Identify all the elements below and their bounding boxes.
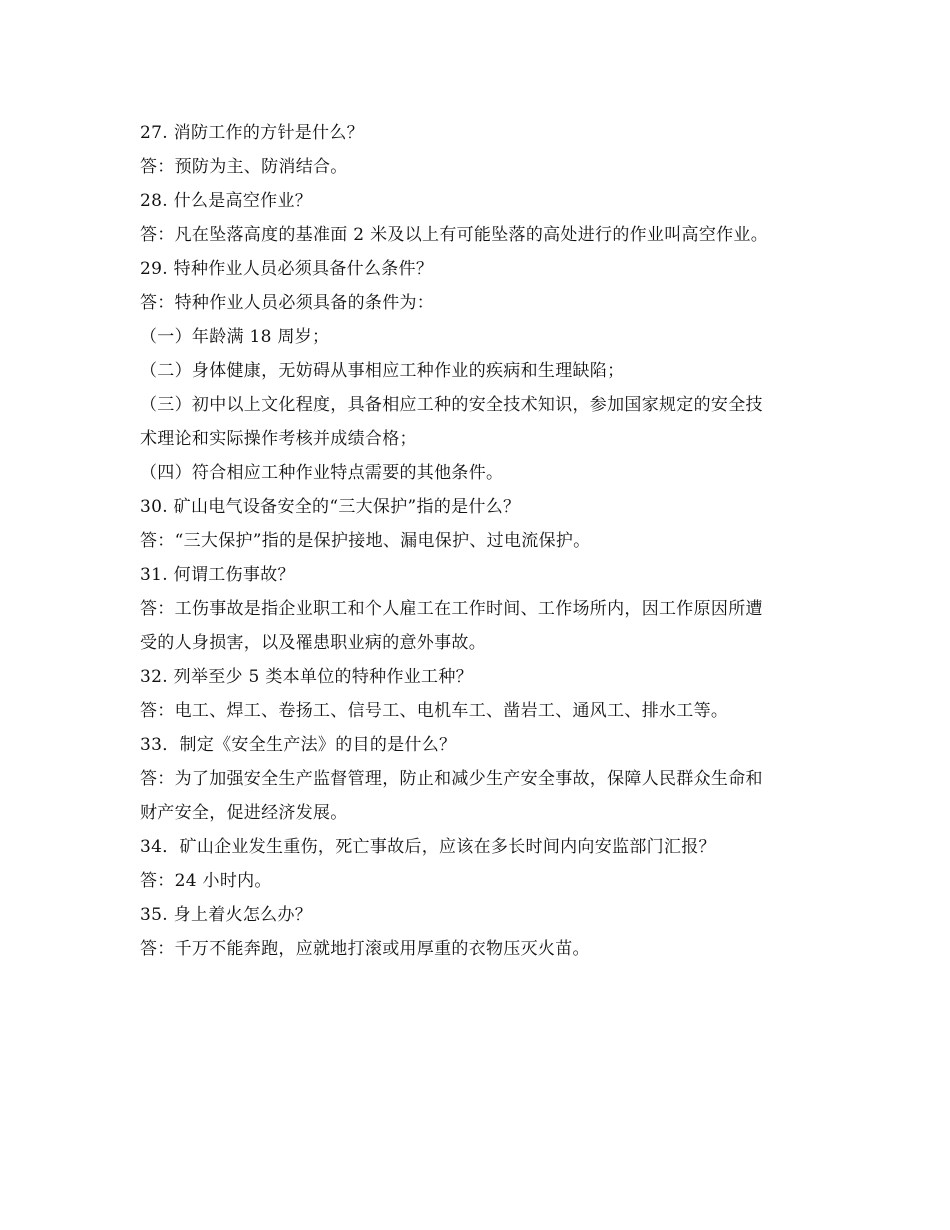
- answer-31-line-1: 答：工伤事故是指企业职工和个人雇工在工作时间、工作场所内，因工作原因所遭: [140, 599, 763, 619]
- question-28: 28. 什么是高空作业？: [140, 191, 313, 211]
- question-32: 32. 列举至少 5 类本单位的特种作业工种？: [140, 667, 473, 687]
- answer-33-line-2: 财产安全，促进经济发展。: [140, 803, 348, 823]
- question-29: 29. 特种作业人员必须具备什么条件？: [140, 259, 434, 279]
- answer-29-item-3-line-2: 术理论和实际操作考核并成绩合格；: [140, 429, 417, 449]
- question-35: 35. 身上着火怎么办？: [140, 905, 313, 925]
- document-body: [140, 116, 820, 966]
- answer-32: 答：电工、焊工、卷扬工、信号工、电机车工、凿岩工、通风工、排水工等。: [140, 701, 729, 721]
- question-31: 31. 何谓工伤事故？: [140, 565, 295, 585]
- answer-31-line-2: 受的人身损害，以及罹患职业病的意外事故。: [140, 633, 486, 653]
- question-27: 27. 消防工作的方针是什么？: [140, 123, 364, 143]
- answer-29-item-4: （四）符合相应工种作业特点需要的其他条件。: [140, 463, 504, 483]
- answer-34: 答：24 小时内。: [140, 871, 272, 891]
- answer-28: 答：凡在坠落高度的基准面 2 米及以上有可能坠落的高处进行的作业叫高空作业。: [140, 225, 769, 245]
- question-34: 34．矿山企业发生重伤，死亡事故后，应该在多长时间内向安监部门汇报？: [140, 837, 716, 857]
- answer-30: 答：“三大保护”指的是保护接地、漏电保护、过电流保护。: [140, 531, 591, 551]
- answer-35: 答：千万不能奔跑，应就地打滚或用厚重的衣物压灭火苗。: [140, 939, 590, 959]
- answer-29-item-2: （二）身体健康，无妨碍从事相应工种作业的疾病和生理缺陷；: [140, 361, 625, 381]
- answer-29-intro: 答：特种作业人员必须具备的条件为：: [140, 293, 435, 313]
- answer-29-item-1: （一）年龄满 18 周岁；: [140, 327, 330, 347]
- answer-33-line-1: 答：为了加强安全生产监督管理，防止和减少生产安全事故，保障人民群众生命和: [140, 769, 763, 789]
- answer-29-item-3-line-1: （三）初中以上文化程度，具备相应工种的安全技术知识，参加国家规定的安全技: [140, 395, 763, 415]
- answer-27: 答：预防为主、防消结合。: [140, 157, 348, 177]
- question-33: 33．制定《安全生产法》的目的是什么？: [140, 735, 457, 755]
- question-30: 30. 矿山电气设备安全的“三大保护”指的是什么？: [140, 497, 521, 517]
